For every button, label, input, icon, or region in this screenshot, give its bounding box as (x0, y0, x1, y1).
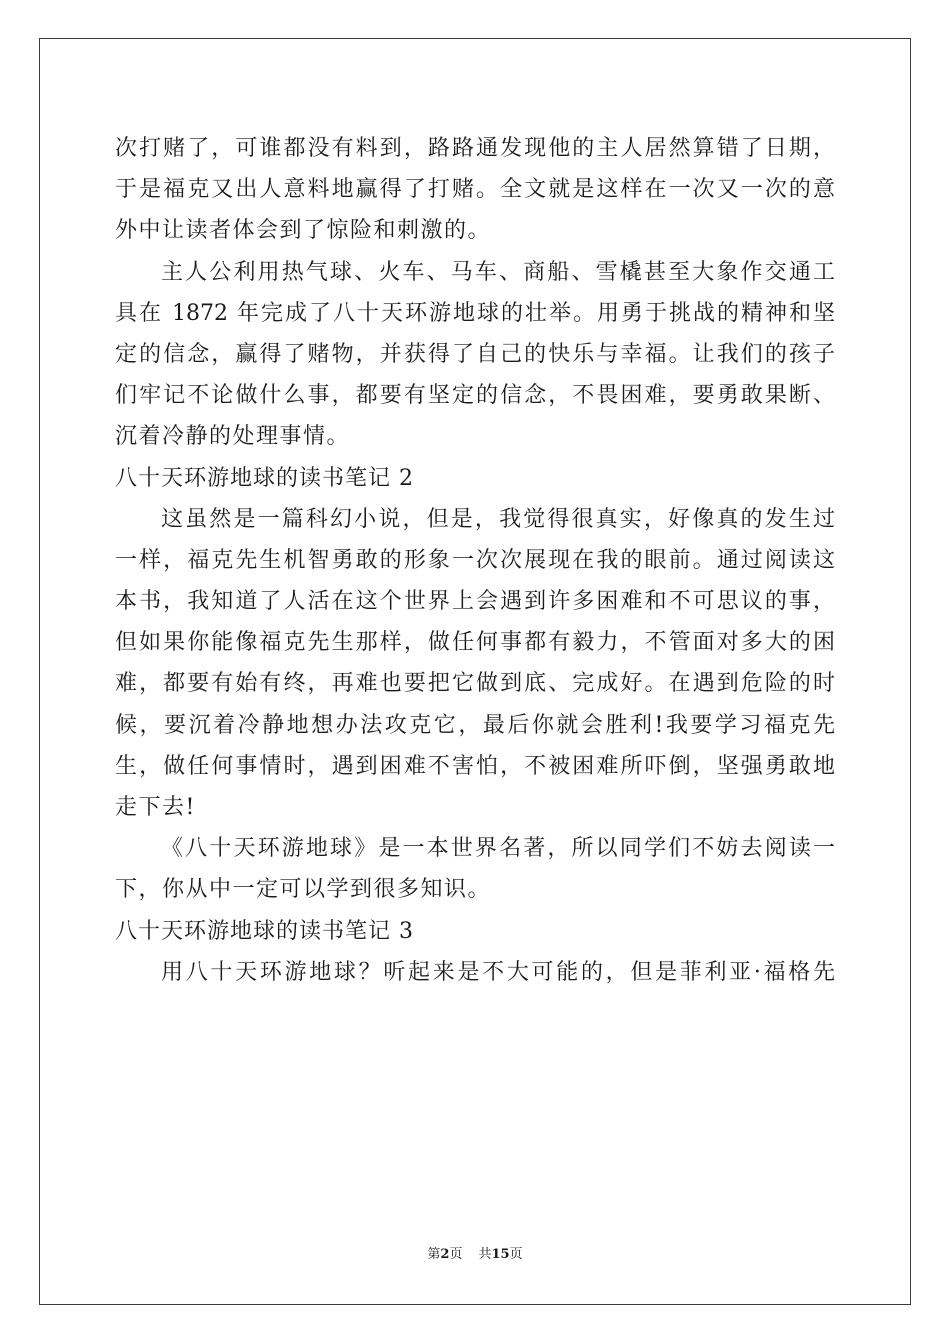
total-pages: 15 (491, 1247, 510, 1262)
text-line: 于是福克又出人意料地赢得了打赌。全文就是这样在一次又一次的意 (115, 177, 835, 203)
total-label-prefix: 共 (478, 1247, 492, 1262)
text-line: 沉着冷静的处理事情。 (115, 424, 351, 450)
text-line: 们牢记不论做什么事，都要有坚定的信念，不畏困难，要勇敢果断、 (115, 383, 835, 409)
text-line: 次打赌了，可谁都没有料到，路路通发现他的主人居然算错了日期， (115, 136, 835, 161)
document-body (115, 128, 835, 993)
total-label-suffix: 页 (509, 1247, 523, 1262)
section-heading: 八十天环游地球的读书笔记 2 (115, 465, 414, 491)
paragraph (115, 252, 835, 458)
paragraph (115, 128, 835, 252)
paragraph (115, 499, 835, 829)
paragraph (115, 828, 835, 910)
text-line: 难，都要有始有终，再难也要把它做到底、完成好。在遇到危险的时 (115, 671, 835, 697)
text-line: 用八十天环游地球？听起来是不大可能的，但是菲利亚·福格先 (161, 959, 835, 985)
paragraph (115, 952, 835, 993)
page-number: 2 (440, 1247, 450, 1262)
page-footer (0, 1243, 950, 1262)
text-line: 具在 1872 年完成了八十天环游地球的壮举。用勇于挑战的精神和坚 (115, 300, 835, 326)
section-heading: 八十天环游地球的读书笔记 3 (115, 918, 414, 944)
text-line: 外中让读者体会到了惊险和刺激的。 (115, 218, 492, 244)
text-line: 但如果你能像福克先生那样，做任何事都有毅力，不管面对多大的困 (115, 630, 835, 656)
text-line: 定的信念，赢得了赌物，并获得了自己的快乐与幸福。让我们的孩子 (115, 341, 835, 367)
page-label-suffix: 页 (449, 1247, 463, 1262)
text-line: 生，做任何事情时，遇到困难不害怕，不被困难所吓倒，坚强勇敢地 (115, 753, 835, 779)
text-line: 一样，福克先生机智勇敢的形象一次次展现在我的眼前。通过阅读这 (115, 547, 835, 573)
text-line: 候，要沉着冷静地想办法攻克它，最后你就会胜利!我要学习福克先 (115, 712, 835, 738)
text-line: 走下去! (115, 795, 196, 820)
text-line: 主人公利用热气球、火车、马车、商船、雪橇甚至大象作交通工 (161, 259, 835, 285)
page-label-prefix: 第 (427, 1247, 441, 1262)
text-line: 这虽然是一篇科幻小说，但是，我觉得很真实，好像真的发生过 (161, 506, 835, 532)
text-line: 本书，我知道了人活在这个世界上会遇到许多困难和不可思议的事， (115, 589, 835, 615)
text-line: 《八十天环游地球》是一本世界名著，所以同学们不妨去阅读一 (161, 836, 835, 862)
text-line: 下，你从中一定可以学到很多知识。 (115, 877, 492, 903)
